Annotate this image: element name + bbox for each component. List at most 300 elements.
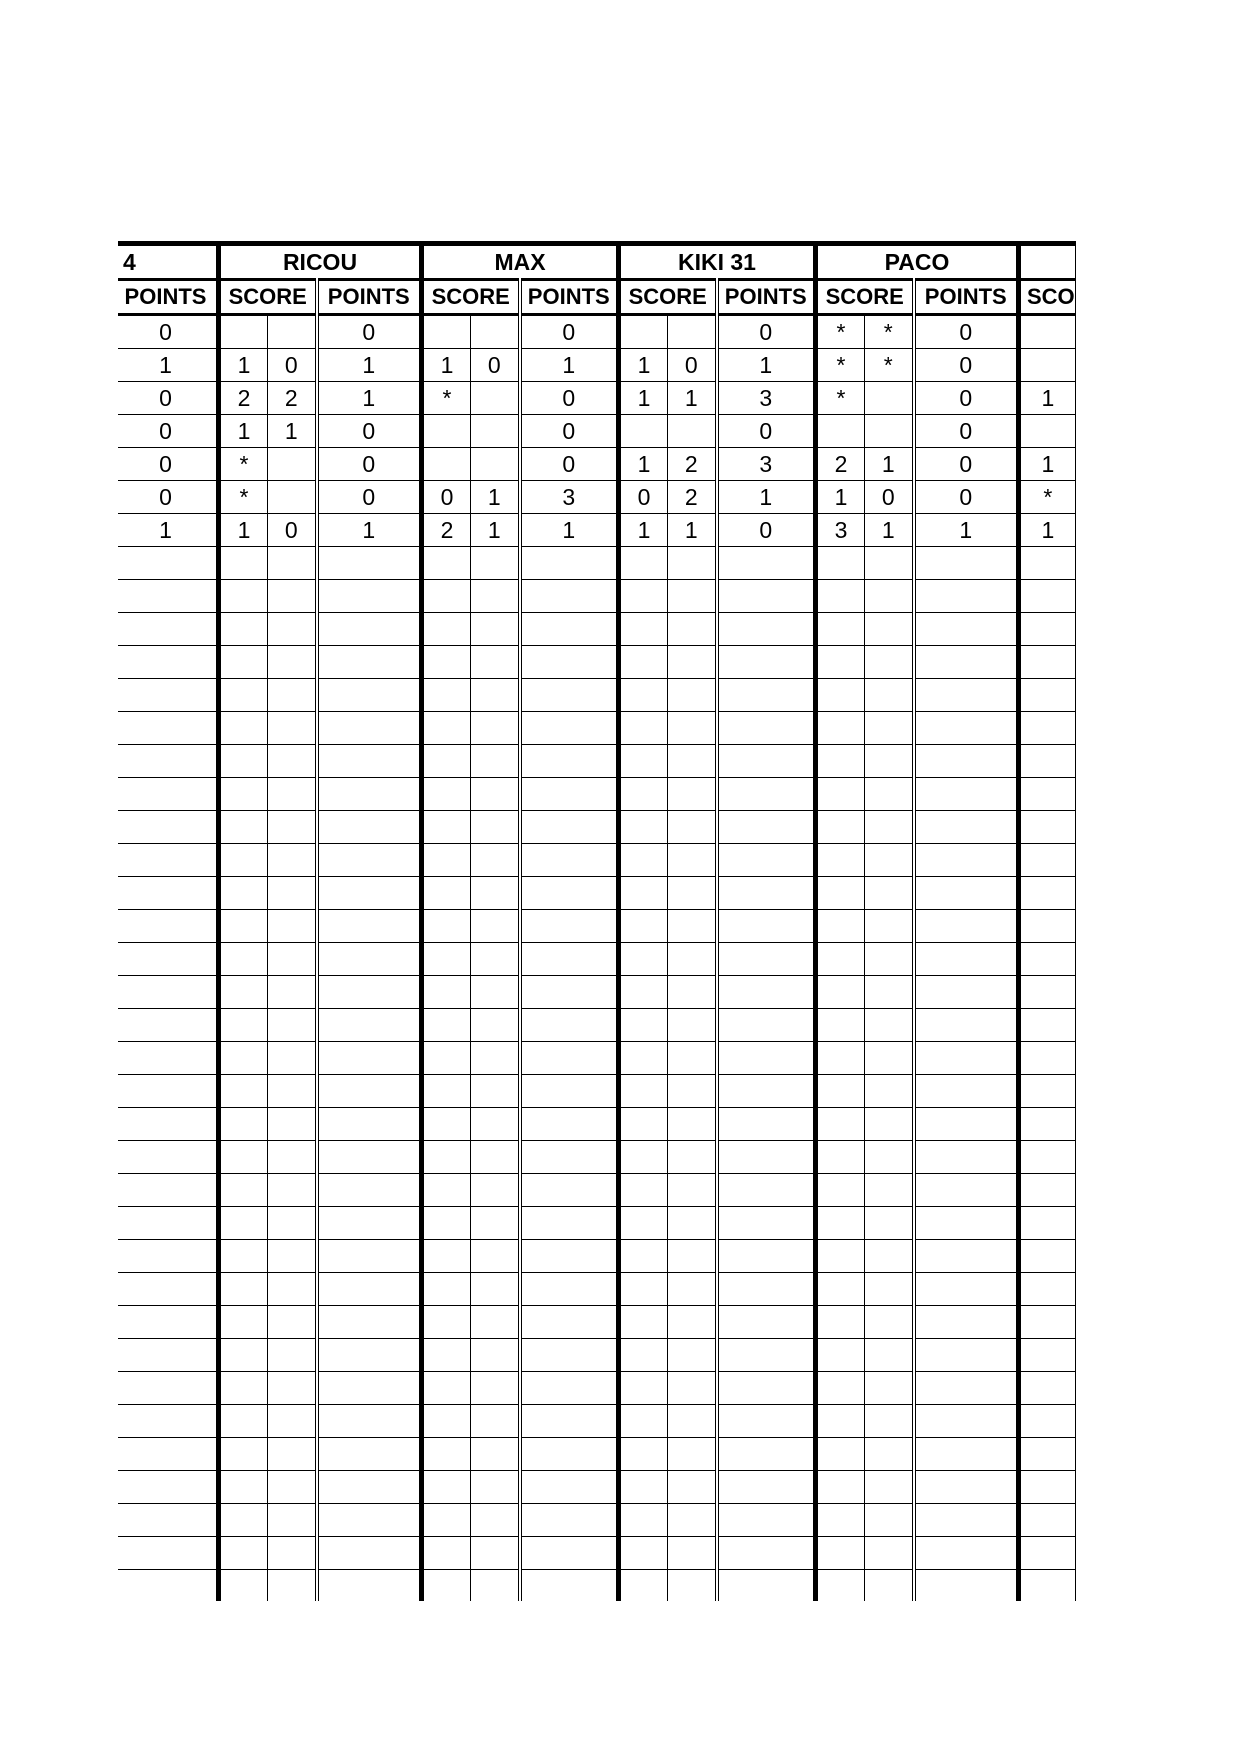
empty-cell xyxy=(520,1009,619,1042)
score-cell xyxy=(268,315,317,349)
empty-cell xyxy=(520,811,619,844)
empty-cell xyxy=(619,646,668,679)
empty-cell xyxy=(422,943,471,976)
empty-cell xyxy=(668,1438,717,1471)
empty-cell xyxy=(1019,712,1076,745)
empty-cell xyxy=(865,1042,914,1075)
empty-cell xyxy=(219,778,268,811)
empty-cell xyxy=(816,613,865,646)
score-header: SCORE xyxy=(219,280,317,315)
empty-cell xyxy=(717,1471,816,1504)
score-cell: 1 xyxy=(219,514,268,547)
empty-cell xyxy=(317,1306,422,1339)
empty-cell xyxy=(268,1339,317,1372)
points-cell: 0 xyxy=(717,315,816,349)
empty-cell xyxy=(816,844,865,877)
empty-cell xyxy=(471,1174,520,1207)
lead-points-cell: 0 xyxy=(118,415,219,448)
empty-row xyxy=(118,580,1075,613)
empty-cell xyxy=(914,1240,1019,1273)
empty-cell xyxy=(717,1570,816,1602)
empty-cell xyxy=(118,745,219,778)
empty-cell xyxy=(717,1009,816,1042)
empty-cell xyxy=(118,1537,219,1570)
empty-cell xyxy=(668,1075,717,1108)
trailing-group-title xyxy=(1019,244,1076,280)
empty-cell xyxy=(619,877,668,910)
empty-cell xyxy=(471,778,520,811)
empty-cell xyxy=(317,1141,422,1174)
trailing-score-cell: 1 xyxy=(1019,514,1076,547)
score-cell xyxy=(422,315,471,349)
empty-row xyxy=(118,910,1075,943)
points-cell: 3 xyxy=(520,481,619,514)
empty-cell xyxy=(717,1174,816,1207)
points-cell: 3 xyxy=(717,382,816,415)
empty-cell xyxy=(1019,580,1076,613)
empty-cell xyxy=(520,580,619,613)
points-cell: 0 xyxy=(317,415,422,448)
empty-cell xyxy=(816,1537,865,1570)
empty-cell xyxy=(816,877,865,910)
empty-cell xyxy=(619,580,668,613)
empty-cell xyxy=(914,1405,1019,1438)
score-cell xyxy=(619,315,668,349)
score-cell xyxy=(471,315,520,349)
empty-cell xyxy=(268,976,317,1009)
empty-cell xyxy=(619,976,668,1009)
empty-cell xyxy=(118,844,219,877)
empty-row xyxy=(118,1141,1075,1174)
empty-cell xyxy=(317,778,422,811)
empty-cell xyxy=(914,877,1019,910)
empty-cell xyxy=(865,745,914,778)
empty-cell xyxy=(317,1471,422,1504)
empty-cell xyxy=(1019,1108,1076,1141)
empty-row xyxy=(118,745,1075,778)
empty-cell xyxy=(1019,1207,1076,1240)
empty-cell xyxy=(268,613,317,646)
empty-cell xyxy=(219,1306,268,1339)
score-cell xyxy=(422,415,471,448)
empty-cell xyxy=(816,1108,865,1141)
empty-cell xyxy=(914,580,1019,613)
empty-cell xyxy=(717,1207,816,1240)
empty-cell xyxy=(668,580,717,613)
empty-cell xyxy=(317,1108,422,1141)
empty-cell xyxy=(619,679,668,712)
empty-cell xyxy=(816,778,865,811)
score-cell xyxy=(471,382,520,415)
empty-cell xyxy=(914,1042,1019,1075)
score-cell: 1 xyxy=(619,514,668,547)
empty-cell xyxy=(668,1240,717,1273)
empty-cell xyxy=(865,1306,914,1339)
empty-cell xyxy=(619,844,668,877)
points-cell: 0 xyxy=(520,448,619,481)
table-row xyxy=(118,382,1075,415)
empty-cell xyxy=(816,712,865,745)
empty-cell xyxy=(118,1405,219,1438)
score-cell: 0 xyxy=(422,481,471,514)
empty-cell xyxy=(717,646,816,679)
score-cell: 1 xyxy=(816,481,865,514)
empty-cell xyxy=(816,547,865,580)
empty-cell xyxy=(422,580,471,613)
empty-cell xyxy=(118,1570,219,1602)
empty-cell xyxy=(914,1504,1019,1537)
empty-cell xyxy=(619,811,668,844)
empty-cell xyxy=(219,1339,268,1372)
empty-row xyxy=(118,1504,1075,1537)
empty-cell xyxy=(268,1108,317,1141)
empty-cell xyxy=(816,1405,865,1438)
empty-cell xyxy=(816,910,865,943)
empty-cell xyxy=(268,1405,317,1438)
empty-cell xyxy=(668,844,717,877)
empty-cell xyxy=(865,1405,914,1438)
score-cell xyxy=(268,481,317,514)
empty-cell xyxy=(717,1372,816,1405)
empty-cell xyxy=(219,745,268,778)
empty-cell xyxy=(317,547,422,580)
empty-cell xyxy=(422,1504,471,1537)
empty-cell xyxy=(317,811,422,844)
empty-cell xyxy=(816,745,865,778)
empty-cell xyxy=(816,1240,865,1273)
empty-row xyxy=(118,1207,1075,1240)
empty-cell xyxy=(219,910,268,943)
empty-cell xyxy=(268,1141,317,1174)
empty-cell xyxy=(865,1471,914,1504)
empty-cell xyxy=(668,943,717,976)
points-cell: 0 xyxy=(914,382,1019,415)
score-cell: 2 xyxy=(668,448,717,481)
empty-cell xyxy=(520,943,619,976)
empty-cell xyxy=(118,1273,219,1306)
empty-cell xyxy=(422,1405,471,1438)
empty-cell xyxy=(118,613,219,646)
empty-cell xyxy=(865,1108,914,1141)
empty-cell xyxy=(619,1042,668,1075)
group-title-max: MAX xyxy=(422,244,619,280)
score-cell: 1 xyxy=(471,514,520,547)
empty-cell xyxy=(118,1141,219,1174)
empty-cell xyxy=(520,679,619,712)
empty-cell xyxy=(914,1207,1019,1240)
empty-row xyxy=(118,877,1075,910)
empty-cell xyxy=(118,1504,219,1537)
empty-cell xyxy=(668,811,717,844)
empty-cell xyxy=(1019,811,1076,844)
empty-cell xyxy=(717,811,816,844)
empty-cell xyxy=(471,712,520,745)
empty-cell xyxy=(619,1009,668,1042)
score-cell: 1 xyxy=(668,514,717,547)
empty-row xyxy=(118,1570,1075,1602)
empty-cell xyxy=(422,745,471,778)
score-cell: * xyxy=(816,382,865,415)
empty-cell xyxy=(317,910,422,943)
empty-cell xyxy=(268,1009,317,1042)
empty-cell xyxy=(865,1504,914,1537)
empty-cell xyxy=(268,745,317,778)
empty-cell xyxy=(865,679,914,712)
empty-cell xyxy=(1019,1438,1076,1471)
empty-cell xyxy=(1019,943,1076,976)
empty-cell xyxy=(118,910,219,943)
empty-cell xyxy=(619,547,668,580)
empty-cell xyxy=(422,910,471,943)
empty-cell xyxy=(1019,679,1076,712)
empty-cell xyxy=(816,580,865,613)
empty-cell xyxy=(668,1471,717,1504)
empty-cell xyxy=(422,1009,471,1042)
empty-cell xyxy=(668,1504,717,1537)
empty-cell xyxy=(317,646,422,679)
empty-cell xyxy=(668,1306,717,1339)
empty-cell xyxy=(865,910,914,943)
empty-row xyxy=(118,976,1075,1009)
empty-cell xyxy=(865,712,914,745)
empty-cell xyxy=(668,712,717,745)
empty-row xyxy=(118,811,1075,844)
empty-cell xyxy=(520,910,619,943)
empty-cell xyxy=(118,1207,219,1240)
empty-cell xyxy=(865,1141,914,1174)
empty-cell xyxy=(471,547,520,580)
empty-row xyxy=(118,712,1075,745)
empty-row xyxy=(118,646,1075,679)
points-cell: 1 xyxy=(717,349,816,382)
score-cell: * xyxy=(816,315,865,349)
points-cell: 0 xyxy=(520,415,619,448)
empty-cell xyxy=(914,1075,1019,1108)
empty-cell xyxy=(317,877,422,910)
empty-cell xyxy=(865,613,914,646)
empty-cell xyxy=(717,877,816,910)
empty-cell xyxy=(717,1273,816,1306)
empty-cell xyxy=(1019,1141,1076,1174)
empty-cell xyxy=(619,1306,668,1339)
score-cell: 1 xyxy=(219,349,268,382)
empty-cell xyxy=(717,547,816,580)
points-header: POINTS xyxy=(317,280,422,315)
score-cell xyxy=(471,415,520,448)
score-cell xyxy=(219,315,268,349)
empty-cell xyxy=(717,745,816,778)
table-row xyxy=(118,481,1075,514)
empty-cell xyxy=(520,1042,619,1075)
points-cell: 0 xyxy=(914,448,1019,481)
empty-cell xyxy=(219,1570,268,1602)
empty-cell xyxy=(914,712,1019,745)
lead-points-cell: 1 xyxy=(118,349,219,382)
empty-cell xyxy=(619,1570,668,1602)
empty-cell xyxy=(668,1009,717,1042)
empty-cell xyxy=(520,1438,619,1471)
empty-cell xyxy=(471,1240,520,1273)
empty-cell xyxy=(471,1042,520,1075)
empty-cell xyxy=(520,1339,619,1372)
empty-cell xyxy=(816,811,865,844)
empty-row xyxy=(118,943,1075,976)
empty-cell xyxy=(816,1438,865,1471)
empty-row xyxy=(118,1042,1075,1075)
empty-cell xyxy=(422,547,471,580)
trailing-score-cell: 1 xyxy=(1019,382,1076,415)
score-cell xyxy=(668,415,717,448)
empty-cell xyxy=(471,646,520,679)
empty-cell xyxy=(118,679,219,712)
score-cell: * xyxy=(865,315,914,349)
points-cell: 0 xyxy=(914,315,1019,349)
empty-cell xyxy=(422,1306,471,1339)
empty-cell xyxy=(471,679,520,712)
score-cell: 1 xyxy=(471,481,520,514)
empty-cell xyxy=(118,811,219,844)
lead-points-cell: 0 xyxy=(118,315,219,349)
empty-cell xyxy=(1019,1504,1076,1537)
empty-cell xyxy=(816,976,865,1009)
empty-cell xyxy=(118,1009,219,1042)
empty-cell xyxy=(471,1108,520,1141)
empty-cell xyxy=(268,778,317,811)
empty-cell xyxy=(219,547,268,580)
empty-cell xyxy=(317,1009,422,1042)
empty-cell xyxy=(219,712,268,745)
empty-cell xyxy=(717,943,816,976)
empty-cell xyxy=(1019,877,1076,910)
empty-cell xyxy=(668,910,717,943)
empty-cell xyxy=(118,1042,219,1075)
score-cell xyxy=(422,448,471,481)
trailing-score-cell xyxy=(1019,415,1076,448)
empty-cell xyxy=(422,877,471,910)
empty-cell xyxy=(471,580,520,613)
score-cell: 1 xyxy=(422,349,471,382)
points-cell: 1 xyxy=(520,349,619,382)
empty-cell xyxy=(317,1570,422,1602)
score-cell xyxy=(619,415,668,448)
empty-cell xyxy=(816,1207,865,1240)
empty-cell xyxy=(1019,1009,1076,1042)
empty-cell xyxy=(219,811,268,844)
empty-cell xyxy=(914,1570,1019,1602)
empty-cell xyxy=(317,1240,422,1273)
empty-cell xyxy=(317,1042,422,1075)
empty-cell xyxy=(422,1438,471,1471)
empty-cell xyxy=(422,1075,471,1108)
empty-cell xyxy=(865,646,914,679)
empty-cell xyxy=(717,910,816,943)
empty-row xyxy=(118,1108,1075,1141)
empty-row xyxy=(118,1273,1075,1306)
empty-cell xyxy=(865,778,914,811)
points-cell: 0 xyxy=(317,481,422,514)
empty-cell xyxy=(1019,1372,1076,1405)
trailing-score-cell: * xyxy=(1019,481,1076,514)
empty-row xyxy=(118,778,1075,811)
empty-cell xyxy=(219,1141,268,1174)
empty-cell xyxy=(219,1174,268,1207)
empty-cell xyxy=(268,1504,317,1537)
empty-cell xyxy=(865,1372,914,1405)
score-cell xyxy=(471,448,520,481)
empty-cell xyxy=(520,1537,619,1570)
empty-cell xyxy=(219,1240,268,1273)
empty-row xyxy=(118,613,1075,646)
empty-cell xyxy=(619,1504,668,1537)
empty-cell xyxy=(668,1537,717,1570)
empty-cell xyxy=(471,1471,520,1504)
empty-cell xyxy=(520,547,619,580)
empty-cell xyxy=(668,1174,717,1207)
empty-cell xyxy=(471,1141,520,1174)
empty-cell xyxy=(914,679,1019,712)
score-cell: 2 xyxy=(219,382,268,415)
empty-cell xyxy=(816,1042,865,1075)
score-sheet xyxy=(118,241,1080,1601)
empty-cell xyxy=(219,1471,268,1504)
empty-cell xyxy=(816,1570,865,1602)
table-row xyxy=(118,448,1075,481)
table-row xyxy=(118,514,1075,547)
empty-cell xyxy=(816,1141,865,1174)
empty-cell xyxy=(268,547,317,580)
empty-cell xyxy=(717,1042,816,1075)
points-cell: 0 xyxy=(717,415,816,448)
empty-cell xyxy=(471,1504,520,1537)
score-cell: * xyxy=(865,349,914,382)
points-cell: 1 xyxy=(317,382,422,415)
empty-cell xyxy=(219,580,268,613)
empty-cell xyxy=(422,1273,471,1306)
score-cell xyxy=(268,448,317,481)
empty-cell xyxy=(619,910,668,943)
score-header: SCORE xyxy=(422,280,520,315)
empty-row xyxy=(118,547,1075,580)
empty-cell xyxy=(219,1042,268,1075)
group-title-kiki-31: KIKI 31 xyxy=(619,244,816,280)
empty-cell xyxy=(816,1075,865,1108)
empty-cell xyxy=(219,1438,268,1471)
empty-row xyxy=(118,1075,1075,1108)
empty-cell xyxy=(1019,1174,1076,1207)
empty-cell xyxy=(865,1075,914,1108)
points-cell: 1 xyxy=(317,349,422,382)
trailing-score-cell xyxy=(1019,315,1076,349)
points-header: POINTS xyxy=(717,280,816,315)
group-title-paco: PACO xyxy=(816,244,1019,280)
partial-group-title: 4 xyxy=(118,244,219,280)
empty-cell xyxy=(816,1009,865,1042)
empty-cell xyxy=(619,1438,668,1471)
empty-cell xyxy=(1019,547,1076,580)
score-header: SCORE xyxy=(619,280,717,315)
empty-cell xyxy=(317,1504,422,1537)
lead-points-cell: 0 xyxy=(118,448,219,481)
empty-cell xyxy=(219,943,268,976)
empty-cell xyxy=(1019,1339,1076,1372)
empty-cell xyxy=(520,844,619,877)
empty-cell xyxy=(619,1240,668,1273)
empty-cell xyxy=(816,1339,865,1372)
empty-cell xyxy=(717,976,816,1009)
empty-cell xyxy=(422,1372,471,1405)
empty-cell xyxy=(717,1339,816,1372)
score-cell: 0 xyxy=(619,481,668,514)
